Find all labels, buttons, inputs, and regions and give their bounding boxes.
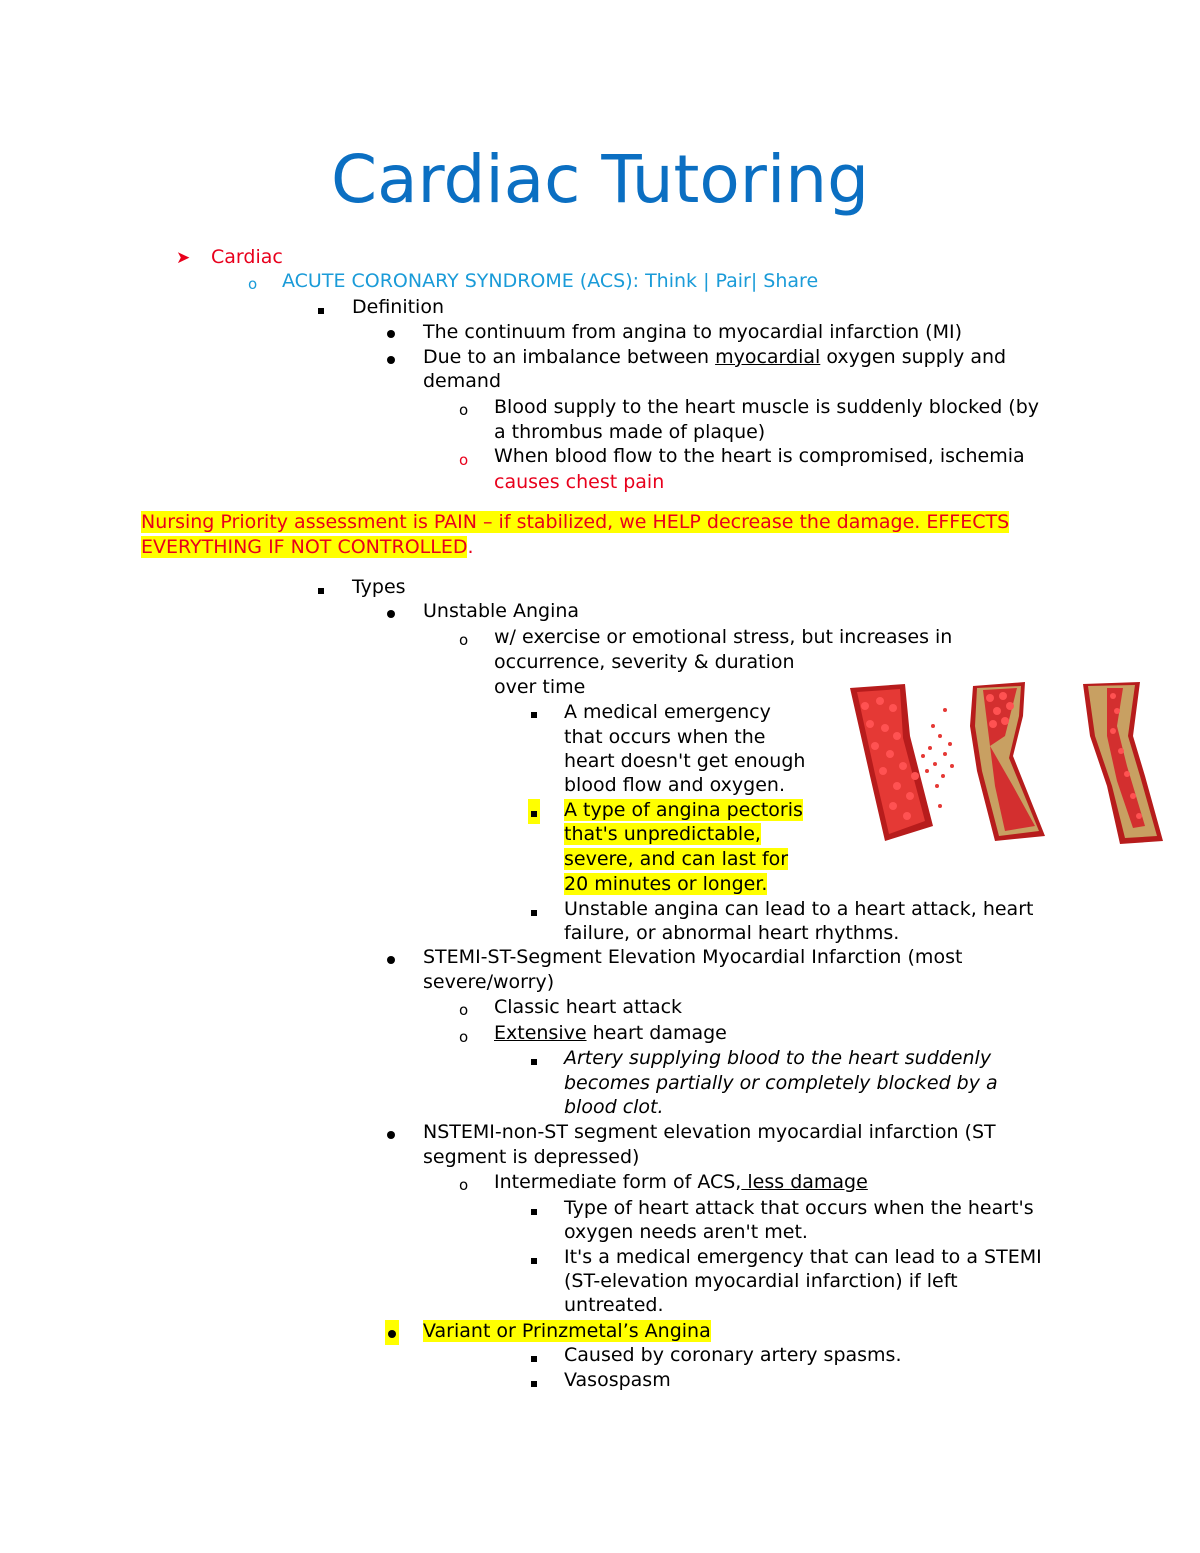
- square-bullet-icon: [531, 1197, 537, 1222]
- arrow-bullet-icon: ➤: [176, 248, 191, 268]
- stemi-sub-2-item-cont2: blood clot.: [564, 1096, 664, 1118]
- ua-item-1-cont3: blood flow and oxygen.: [564, 774, 786, 796]
- def-sub-2-cont: causes chest pain: [494, 471, 665, 493]
- square-bullet-icon: [531, 898, 537, 923]
- ring-bullet-icon: o: [459, 451, 469, 469]
- stemi-sub-2: Extensive heart damage: [494, 1022, 727, 1044]
- ua-item-2-cont2: severe, and can last for: [564, 848, 789, 870]
- priority-note-cont: EVERYTHING IF NOT CONTROLLED.: [141, 536, 474, 558]
- page-title: Cardiac Tutoring: [330, 141, 870, 218]
- ua-item-1-cont: that occurs when the: [564, 726, 766, 748]
- ua-item-3: Unstable angina can lead to a heart attack, heart: [564, 898, 1034, 920]
- def-item-2: Due to an imbalance between myocardial oxygen supply and: [423, 346, 1007, 368]
- ua-item-2-cont3: 20 minutes or longer.: [564, 873, 768, 895]
- type-variant-angina: Variant or Prinzmetal’s Angina: [423, 1320, 711, 1342]
- artery-blockage-illustration: [845, 676, 1165, 846]
- type-nstemi-cont: segment is depressed): [423, 1146, 640, 1168]
- ring-bullet-icon: o: [459, 631, 469, 649]
- variant-item-2: Vasospasm: [564, 1369, 671, 1391]
- def-sub-1: Blood supply to the heart muscle is suddenly blocked (by: [494, 396, 1040, 418]
- square-bullet-icon: [531, 1344, 537, 1369]
- stemi-sub-1: Classic heart attack: [494, 996, 683, 1018]
- label-types: Types: [352, 576, 406, 598]
- ring-bullet-icon: o: [459, 401, 469, 419]
- square-bullet-icon: [531, 1369, 537, 1394]
- ua-item-2-cont: that's unpredictable,: [564, 823, 761, 845]
- square-bullet-icon: [531, 1246, 537, 1271]
- square-bullet-icon: [531, 700, 537, 725]
- dot-bullet-icon: [387, 1121, 395, 1146]
- ua-item-1-cont2: heart doesn't get enough: [564, 750, 806, 772]
- nstemi-item-2-cont2: untreated.: [564, 1294, 664, 1316]
- ring-bullet-icon: o: [459, 1028, 469, 1046]
- label-definition: Definition: [352, 296, 445, 318]
- ring-bullet-icon: o: [459, 1001, 469, 1019]
- nstemi-item-2: It's a medical emergency that can lead to a STEMI: [564, 1246, 1042, 1268]
- heading-cardiac: Cardiac: [211, 246, 283, 268]
- square-bullet-icon: [528, 799, 540, 824]
- ua-item-1: A medical emergency: [564, 701, 771, 723]
- nstemi-sub-1: Intermediate form of ACS, less damage: [494, 1171, 868, 1193]
- square-bullet-icon: [531, 1047, 537, 1072]
- def-item-2-cont: demand: [423, 370, 502, 392]
- artery-clot-icon: [850, 684, 954, 841]
- ua-item-2: A type of angina pectoris: [564, 799, 803, 821]
- ua-item-3-cont: failure, or abnormal heart rhythms.: [564, 922, 900, 944]
- dot-bullet-icon: [387, 320, 395, 345]
- def-sub-2: When blood flow to the heart is compromised, ischemia: [494, 445, 1025, 467]
- nstemi-item-1: Type of heart attack that occurs when the heart's: [564, 1197, 1034, 1219]
- variant-item-1: Caused by coronary artery spasms.: [564, 1344, 902, 1366]
- stemi-sub-2-item-cont: becomes partially or completely blocked by a: [564, 1072, 998, 1094]
- dot-bullet-icon: [385, 1320, 399, 1345]
- def-sub-1-cont: a thrombus made of plaque): [494, 421, 766, 443]
- unstable-sub-cont2: over time: [494, 676, 586, 698]
- dot-bullet-icon: [387, 946, 395, 971]
- artery-narrowed-icon: [1083, 682, 1163, 844]
- type-stemi-cont: severe/worry): [423, 971, 555, 993]
- ring-bullet-icon: o: [248, 275, 258, 293]
- dot-bullet-icon: [387, 346, 395, 371]
- nstemi-item-1-cont: oxygen needs aren't met.: [564, 1221, 808, 1243]
- square-bullet-icon: [318, 576, 324, 601]
- dot-bullet-icon: [387, 600, 395, 625]
- unstable-sub: w/ exercise or emotional stress, but increases in: [494, 626, 953, 648]
- stemi-sub-2-item: Artery supplying blood to the heart suddenly: [564, 1047, 992, 1069]
- ring-bullet-icon: o: [459, 1176, 469, 1194]
- square-bullet-icon: [318, 296, 324, 321]
- unstable-sub-cont: occurrence, severity & duration: [494, 651, 795, 673]
- heading-acs: ACUTE CORONARY SYNDROME (ACS): Think | Pair| Share: [282, 270, 819, 292]
- nstemi-item-2-cont: (ST-elevation myocardial infarction) if left: [564, 1270, 958, 1292]
- type-unstable-angina: Unstable Angina: [423, 600, 580, 622]
- type-stemi: STEMI-ST-Segment Elevation Myocardial Infarction (most: [423, 946, 963, 968]
- def-item-1: The continuum from angina to myocardial infarction (MI): [423, 321, 963, 343]
- priority-note: Nursing Priority assessment is PAIN – if stabilized, we HELP decrease the damage. EFFECTS: [141, 511, 1010, 533]
- type-nstemi: NSTEMI-non-ST segment elevation myocardial infarction (ST: [423, 1121, 996, 1143]
- artery-plaque-icon: [970, 682, 1045, 841]
